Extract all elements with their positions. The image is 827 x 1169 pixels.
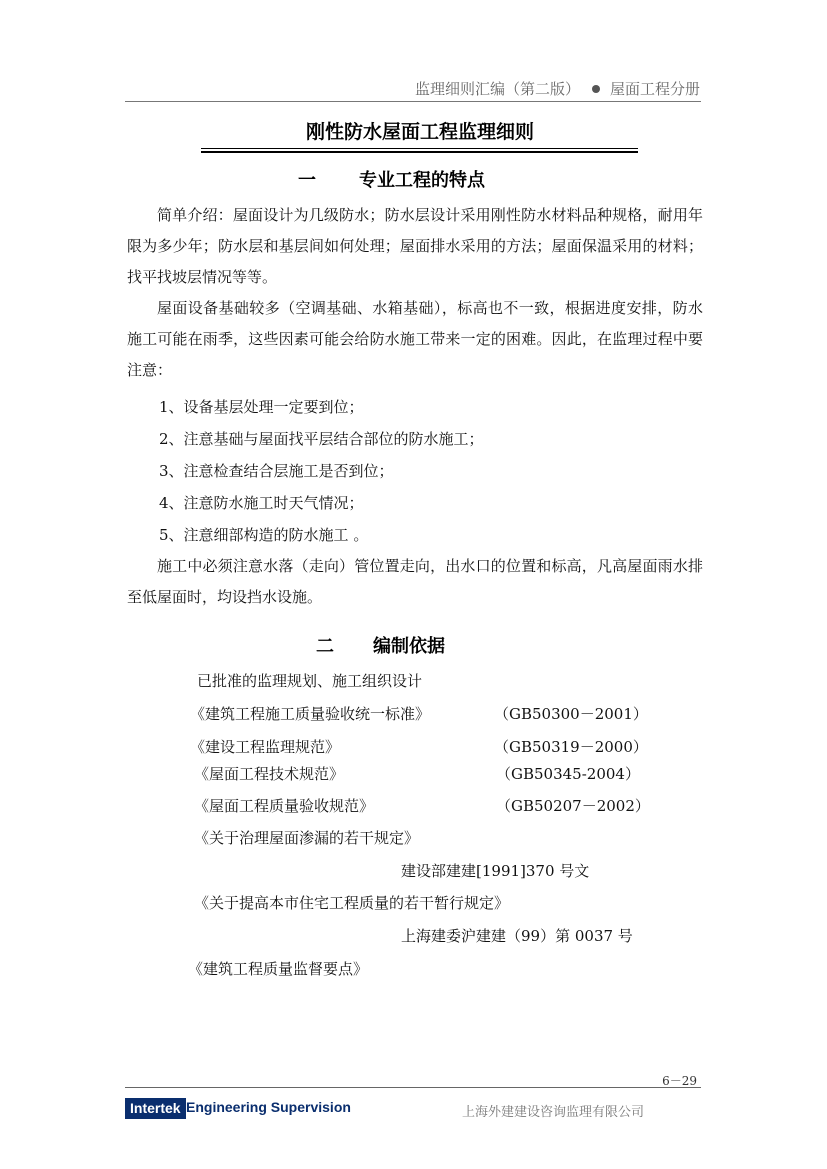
regulation-document: 上海建委沪建建（99）第 0037 号 xyxy=(401,927,633,945)
list-item: 3、注意检查结合层施工是否到位； xyxy=(159,462,394,480)
regulation-name: 《关于提高本市住宅工程质量的若干暂行规定》 xyxy=(194,894,510,912)
regulation-name: 《建筑工程质量监督要点》 xyxy=(188,960,369,978)
reference-code: （GB50345-2004） xyxy=(496,765,640,783)
logo-subtitle: Engineering Supervision xyxy=(186,1099,351,1115)
basis-plan-line: 已批准的监理规划、施工组织设计 xyxy=(197,672,423,690)
reference-name: 《屋面工程质量验收规范》 xyxy=(194,797,375,815)
section1-paragraph-drainage: 施工中必须注意水落（走向）管位置走向，出水口的位置和标高，凡高屋面雨水排至低屋面时，均设挡水设施。 xyxy=(127,557,703,606)
section1-paragraph-roof-equipment: 屋面设备基础较多（空调基础、水箱基础），标高也不一致，根据进度安排，防水施工可能在雨季，这些因素可能会给防水施工带来一定的困难。因此，在监理过程中要注意： xyxy=(127,299,703,379)
header-series: 监理细则汇编（第二版） xyxy=(414,80,580,98)
page-title: 刚性防水屋面工程监理细则 xyxy=(305,121,534,143)
regulation-name: 《关于治理屋面渗漏的若干规定》 xyxy=(194,829,420,847)
list-item: 4、注意防水施工时天气情况； xyxy=(159,494,364,512)
title-double-rule xyxy=(201,148,638,153)
reference-code: （GB50319－2000） xyxy=(494,738,648,756)
list-item: 1、设备基层处理一定要到位； xyxy=(159,398,364,416)
reference-code: （GB50300－2001） xyxy=(494,705,648,723)
regulation-document: 建设部建建[1991]370 号文 xyxy=(401,862,590,880)
list-item: 2、注意基础与屋面找平层结合部位的防水施工； xyxy=(159,430,484,448)
reference-name: 《建筑工程施工质量验收统一标准》 xyxy=(190,705,431,723)
page-number: 6－29 xyxy=(662,1074,697,1088)
header-volume: 屋面工程分册 xyxy=(609,80,700,98)
reference-name: 《屋面工程技术规范》 xyxy=(194,765,345,783)
section2-heading: 编制依据 xyxy=(373,636,445,657)
intertek-logo: Intertek xyxy=(125,1098,186,1119)
reference-code: （GB50207－2002） xyxy=(496,797,650,815)
list-item: 5、注意细部构造的防水施工 。 xyxy=(159,526,369,544)
bullet-dot-icon xyxy=(592,85,600,93)
company-name: 上海外建建设咨询监理有限公司 xyxy=(462,1105,645,1120)
footer-rule xyxy=(125,1087,701,1088)
section1-number: 一 xyxy=(298,170,316,191)
section2-number: 二 xyxy=(316,636,334,657)
section1-paragraph-intro: 简单介绍：屋面设计为几级防水；防水层设计采用刚性防水材料品种规格，耐用年限为多少年；防水层和基层间如何处理；屋面排水采用的方法；屋面保温采用的材料；找平找坡层情况等等。 xyxy=(127,206,703,286)
reference-name: 《建设工程监理规范》 xyxy=(190,738,341,756)
section1-heading: 专业工程的特点 xyxy=(359,170,485,191)
header-rule xyxy=(125,101,701,102)
running-header xyxy=(0,78,700,99)
